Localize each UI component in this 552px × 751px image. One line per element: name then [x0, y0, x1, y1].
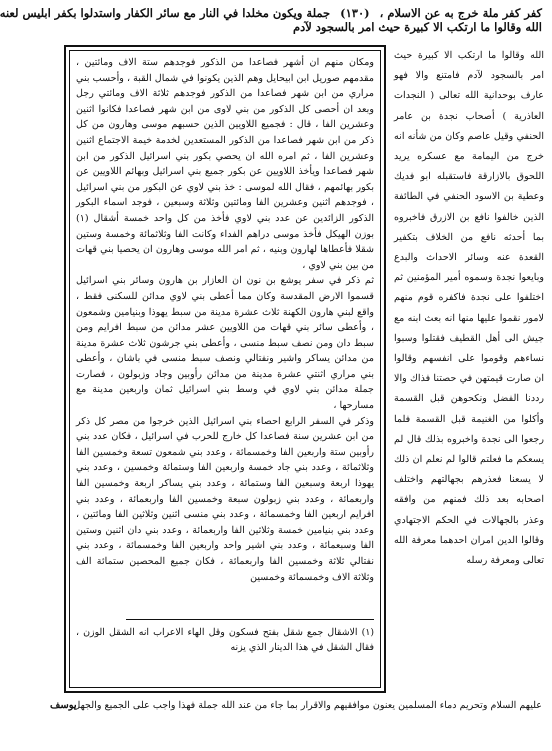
catchword: يوسف — [50, 700, 77, 711]
margin-commentary — [394, 46, 544, 686]
main-paragraph-3: وذكر في السفر الرابع احصاء بني اسرائيل الذين خرجوا من مصر كل ذكر من ابن عشرين سنة فصاعدا كل خارج للحرب في اسرائيل ، فكان عدد بني رأوبين ستة واربعين الفا وخمسمائة ، وعدد بني شمعون تسعة وخمسين الفا وثلاثمائة ، وعدد بني جاد خمسة واربعين الفا وستمائة وخمسين ، وعدد بني يهوذا اربعة وسبعين الفا وستمائة ، وعدد بني يساكر اربعة وخمسين الفا واربعمائة ، وعدد بني زبولون سبعة وخمسين الفا واربعمائة ، وعدد بني افرايم اربعين الفا وخمسمائة ، وعدد بني منسى اثنين وثلاثين الفا ومائتين ، وعدد بني بنيامين خمسة وثلاثين الفا واربعمائة ، وعدد بني دان اثنين وستين الفا وسبعمائة ، وعدد بني اشير واحد واربعين الفا وخمسمائة ، وعدد بني نفتالي ثلاثة وخمسين الفا واربعمائة ، فكان جميع المحصين ستمائة الف وثلاثة الاف وخمسمائة وخمسين — [76, 415, 374, 583]
bottom-continuation — [44, 698, 542, 746]
header-text-start: كفر كفر ملة خرج به عن الاسلام ، — [379, 6, 542, 20]
main-paragraph-1: ومكان منهم ان أشهر فصاعدا من الذكور فوجدهم ستة الاف ومائتين ، مقدمهم صوريل ابن ابيحايل وهم الذين يكونوا في شمال القبة ، وأحسب بني مراري من ابن شهر فصاعدا من الذكور فوجدهم ثلاثة الاف ومائتي رجل وبعد ان أحصى كل الذكور من بني لاوى من ابن شهر فصاعدا فكانوا اثنين وعشرين الفا ، قال : فجميع اللاويين الذين حسبهم موسى وهارون من كل ذكر من ابن شهر فصاعدا من الذكور المستعدين لخدمة خيمة الاجتماع اثنين وعشرين الفا ، ثم امره الله ان يحصي بكور بني اسرائيل الذكور من ابن شهر فصاعدا ويأخذ اللاويين عن بكور جميع بني اسرائيل وبهائم اللاويين عن بكور بهائمهم ، فقال الله لموسى : خذ بني لاوي عن البكور من بني اسرائيل ، فوجدهم اثنين وعشرين الفا ومائتين وثلاثة وسبعين ، فوجد اسماء البكور الذكور الزائدين عن عدد بني لاوي فأخذ من كل واحد خمسة أشقال (١) بوزن الهيكل فأخذ موسى دراهم الفداء وكانت الفا وثلاثمائة وخمسة وستين شقلا فأعطاها لهارون وبنيه ، ثم امر الله موسى وهارون ان يحصيا بني قهات من بين بني لاوي ، — [76, 57, 374, 271]
main-paragraph-2: ثم ذكر في سفر يوشع بن نون ان العازار بن هارون وسائر بني اسرائيل قسموا الارض المقدسة وكان مما أعطى بني لاوي مدائن للسكنى فقط ، واقع لبني هارون الكهنة ثلاث عشرة مدينة من سبط يهوذا وبنيامين وشمعون ، وأعطى سائر بني قهات من اللاويين عشر مدائن من سبط افرايم ومن سبط دان ومن نصف سبط منسى ، وأعطى بني جرشون ثلاث عشرة مدينة من مدائن يساكر واشير ونفتالي ونصف سبط منسى في باشان ، وأعطى بني مراري اثنتي عشرة مدينة من مدائن رأوبين وجاد وزبولون ، فصارت جملة مدائن بني لاوي في وسط بني اسرائيل ثمان واربعين مدينة مع مسارحها ، — [76, 275, 374, 412]
footnote: (١) الاشقال جمع شقل بفتح فسكون وقل الهاء الاعراب انه الشقل الوزن ، فقال الشقل في هذا الدينار الذي يزنه — [76, 627, 374, 653]
header-line-2: الله وقالوا ما ارتكب الا كبيرة حيث امر بالسجود لآدم — [292, 20, 542, 34]
main-text-frame — [64, 45, 386, 693]
footnote-separator — [126, 619, 374, 620]
bottom-line-1: عليهم السلام وتحريم دماء المسلمين يعنون موافقيهم والاقرار بما جاء من عند الله جملة فهذا واجب على الجميع والجهل — [73, 700, 542, 711]
header-line-1 — [0, 6, 542, 20]
header-text-end: جملة ويكون مخلدا في النار مع سائر الكفار واستدلوا بكفر ابليس لعنه — [0, 6, 331, 20]
page-number: (١٣٠) — [340, 6, 370, 20]
main-text-body — [76, 55, 374, 615]
page-header — [0, 6, 542, 40]
margin-text: الله وقالوا ما ارتكب الا كبيرة حيث امر بالسجود لآدم فامتنع والا فهو عارف بوحدانية الله تعالى ( النجدات العاذرية ) أصحاب نجدة بن عامر الحنفي وقيل عاصم وكان من شأنه انه خرج من اليمامة مع عسكره يريد اللحوق بالازارقة فاستقبله ابو فديك وعطية بن الاسود الحنفي في الطائفة الذين خالفوا نافع بن الازرق فاخبروه بما أحدثه نافع من الخلاف بتكفير القعدة عنه وسائر الاحداث والبدع وبايعوا نجدة وسموه أمير المؤمنين ثم اختلفوا على نجدة فاكفره قوم منهم لامور نقموا عليها منها انه بعث ابنه مع جيش الى أهل القطيف فقتلوا وسبوا نساءهم وقوموا على انفسهم وقالوا ان صارت قيمتهن في حصتنا فذاك والا رددنا الفضل ونكحوهن قبل القسمة وأكلوا من الغنيمة قبل القسمة فلما رجعوا الى نجدة واخبروه بذلك قال لم يسعكم ما فعلتم قالوا لم نعلم ان ذلك لا يسعنا فعذرهم بجهالتهم واختلف اصحابه بعد ذلك فمنهم من وافقه وعذر بالجهالات في الحكم الاجتهادي وقالوا الدين امران احدهما معرفة الله تعالى ومعرفة رسله — [394, 50, 544, 567]
